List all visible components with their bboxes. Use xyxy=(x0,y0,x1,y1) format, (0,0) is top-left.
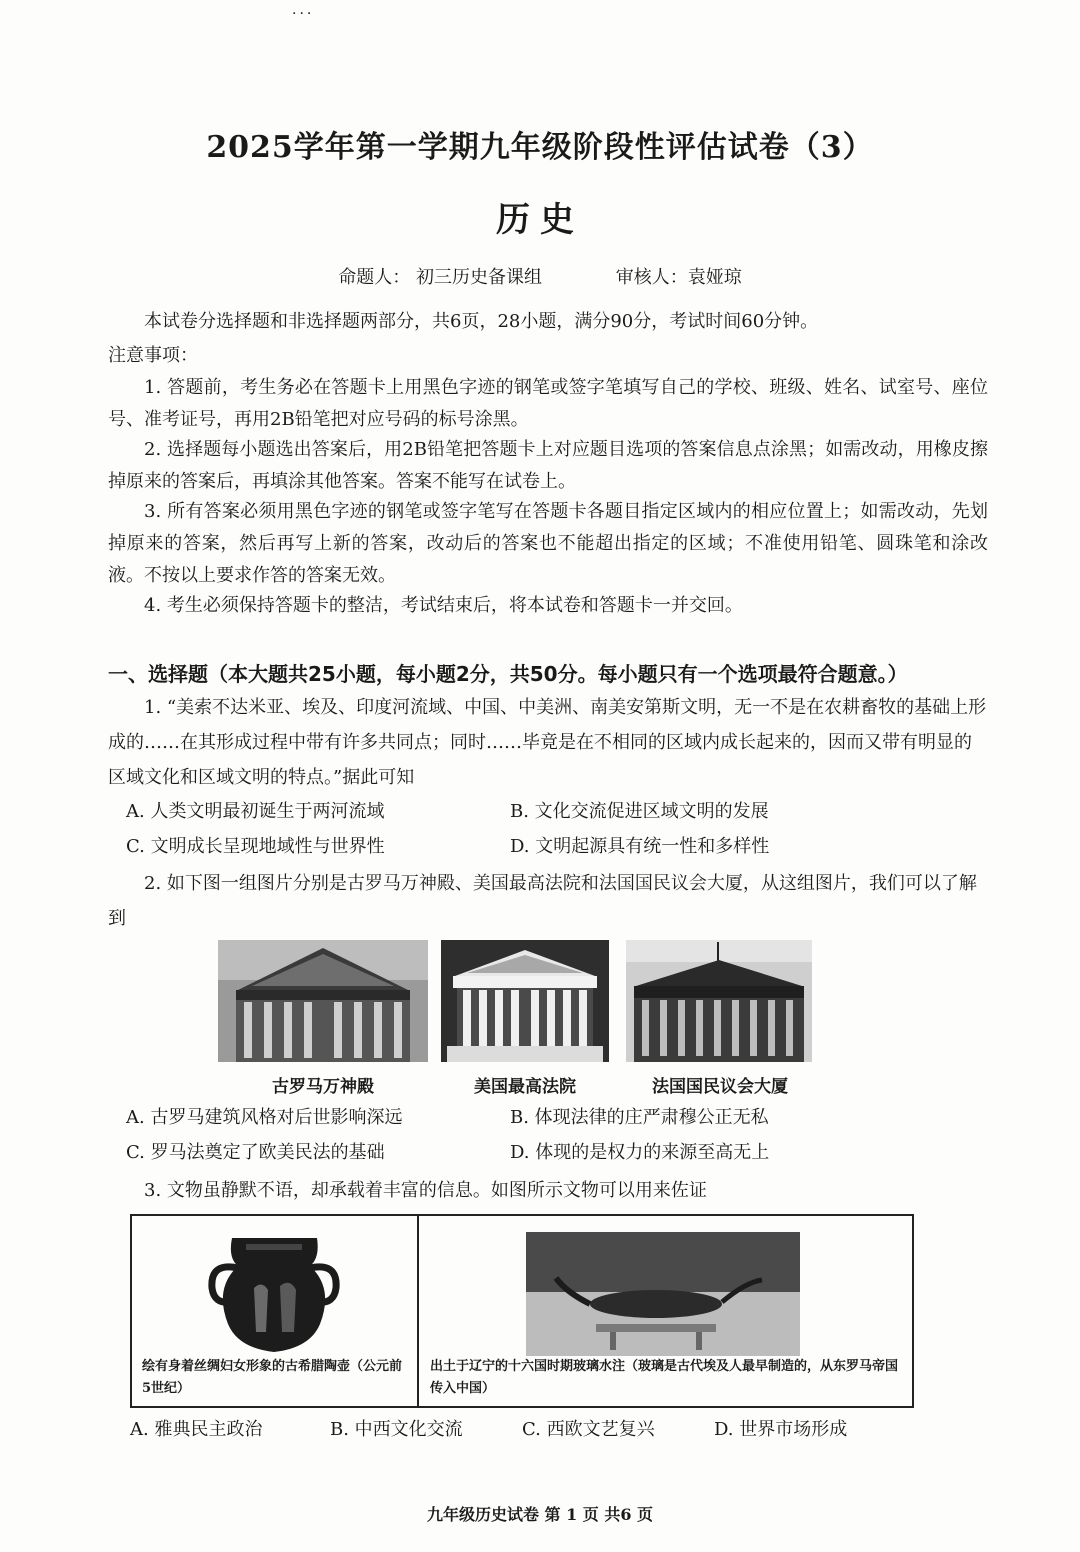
caption-pantheon: 古罗马万神殿 xyxy=(272,1077,374,1097)
q1-option-c: C. 文明成长呈现地域性与世界性 xyxy=(126,836,385,857)
notice-item-3: 3. 所有答案必须用黑色字迹的钢笔或签字笔写在答题卡各题目指定区域内的相应位置上；如需改动，先划掉原来的答案，然后再写上新的答案，改动后的答案也不能超出指定的区域；不准使用铅笔、圆珠笔和涂改液。不按以上要求作答的答案无效。 xyxy=(108,501,988,586)
question-1-stem: 1. “美索不达米亚、埃及、印度河流域、中国、中美洲、南美安第斯文明，无一不是在农耕畜牧的基础上形成的……在其形成过程中带有许多共同点；同时……毕竟是在不相同的区域内成长起来的，因而又带有明显的区域文化和区域文明的特点。”据此可知 xyxy=(108,697,987,788)
authors-line xyxy=(0,263,1080,289)
reviewer: 审核人：袁娅琼 xyxy=(615,267,742,288)
page-footer: 九年级历史试卷 第 1 页 共6 页 xyxy=(426,1505,654,1524)
question-2-stem: 2. 如下图一组图片分别是古罗马万神殿、美国最高法院和法国国民议会大厦，从这组图片，我们可以了解到 xyxy=(108,873,977,929)
supreme-court-image xyxy=(441,940,609,1062)
vase-caption: 绘有身着丝绸妇女形象的古希腊陶壶（公元前5世纪） xyxy=(142,1359,403,1396)
exam-title: 2025学年第一学期九年级阶段性评估试卷（3） xyxy=(206,130,874,165)
caption-national-assembly: 法国国民议会大厦 xyxy=(652,1077,788,1097)
subject-title: 历史 xyxy=(496,200,584,240)
greek-vase-image xyxy=(202,1228,347,1358)
caption-supreme-court: 美国最高法院 xyxy=(474,1077,576,1097)
notice-item-4: 4. 考生必须保持答题卡的整洁，考试结束后，将本试卷和答题卡一并交回。 xyxy=(144,595,743,616)
q2-option-c: C. 罗马法奠定了欧美民法的基础 xyxy=(126,1142,385,1163)
artifact-divider xyxy=(417,1216,419,1406)
glass-vessel-image xyxy=(526,1232,800,1356)
q1-option-b: B. 文化交流促进区域文明的发展 xyxy=(510,801,769,822)
notice-item-2: 2. 选择题每小题选出答案后，用2B铅笔把答题卡上对应题目选项的答案信息点涂黑；如需改动，用橡皮擦掉原来的答案后，再填涂其他答案。答案不能写在试卷上。 xyxy=(108,439,988,492)
notice-heading: 注意事项： xyxy=(108,345,198,366)
q2-option-d: D. 体现的是权力的来源至高无上 xyxy=(510,1142,770,1163)
glass-caption: 出土于辽宁的十六国时期玻璃水注（玻璃是古代埃及人最早制造的，从东罗马帝国传入中国） xyxy=(430,1359,899,1396)
intro-text: 本试卷分选择题和非选择题两部分，共6页，28小题，满分90分，考试时间60分钟。 xyxy=(144,311,819,332)
scan-dots: ... xyxy=(292,2,315,18)
q2-option-a: A. 古罗马建筑风格对后世影响深远 xyxy=(126,1107,403,1128)
q2-option-b: B. 体现法律的庄严肃穆公正无私 xyxy=(510,1107,769,1128)
artifact-table xyxy=(130,1214,914,1408)
q3-option-a: A. 雅典民主政治 xyxy=(130,1419,263,1440)
section-heading: 一、选择题（本大题共25小题，每小题2分，共50分。每小题只有一个选项最符合题意。） xyxy=(108,662,908,686)
q1-option-a: A. 人类文明最初诞生于两河流域 xyxy=(126,801,385,822)
q3-option-c: C. 西欧文艺复兴 xyxy=(522,1419,655,1440)
q3-option-d: D. 世界市场形成 xyxy=(714,1419,848,1440)
notice-item-1: 1. 答题前，考生务必在答题卡上用黑色字迹的钢笔或签字笔填写自己的学校、班级、姓名、试室号、座位号、准考证号，再用2B铅笔把对应号码的标号涂黑。 xyxy=(108,377,988,430)
q3-option-b: B. 中西文化交流 xyxy=(330,1419,463,1440)
q1-option-d: D. 文明起源具有统一性和多样性 xyxy=(510,836,770,857)
author: 命题人： 初三历史备课组 xyxy=(338,267,542,288)
national-assembly-image xyxy=(626,940,812,1062)
pantheon-image xyxy=(218,940,428,1062)
question-3-stem: 3. 文物虽静默不语，却承载着丰富的信息。如图所示文物可以用来佐证 xyxy=(144,1180,707,1201)
